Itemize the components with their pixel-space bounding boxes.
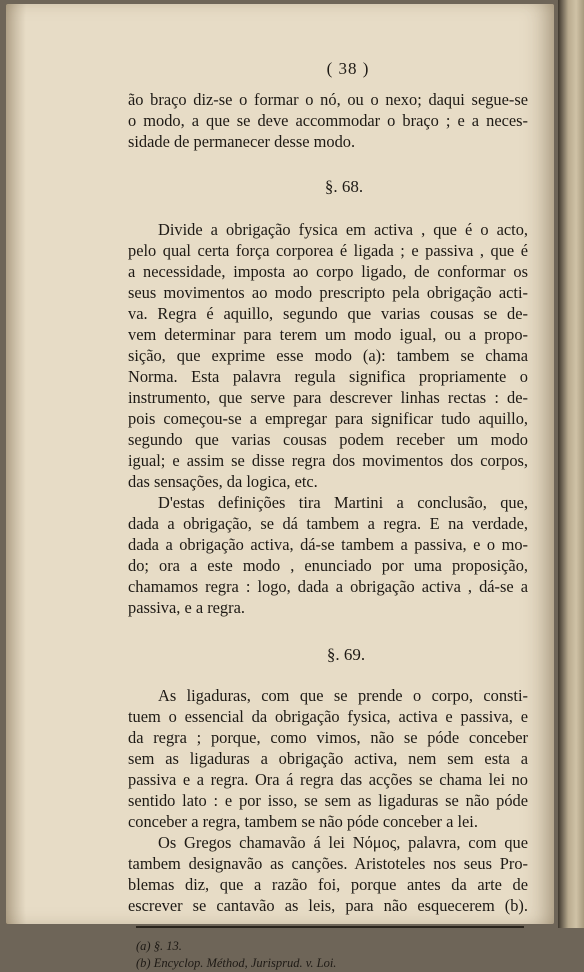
- text-line: o modo, a que se deve accommodar o braço ; e a neces-: [128, 111, 528, 130]
- text-line: sentido lato : e por isso, se sem as ligaduras se não póde: [128, 791, 528, 810]
- section-heading-69: §. 69.: [326, 645, 366, 664]
- footnotes: [136, 938, 528, 972]
- spine-shadow: [6, 4, 26, 924]
- text-line: passiva, e a regra.: [128, 598, 245, 617]
- page-text: [128, 58, 528, 972]
- paragraph-intro: [128, 89, 528, 152]
- text-line: vem determinar para terem um modo igual, ou a propo-: [128, 325, 528, 344]
- text-line: a necessidade, imposta ao corpo ligado, de conformar os: [128, 262, 528, 281]
- text-line: sição, que exprime esse modo (a): tambem se chama: [128, 346, 528, 365]
- text-line: va. Regra é aquillo, segundo que varias cousas se de-: [128, 304, 528, 323]
- text-line: D'estas definições tira Martini a conclusão, que,: [158, 493, 528, 512]
- footnote-b: (b) Encyclop. Méthod, Jurisprud. v. Loi.: [136, 956, 337, 970]
- text-line: das sensações, da logica, etc.: [128, 472, 318, 491]
- text-line: As ligaduras, com que se prende o corpo, consti-: [158, 686, 528, 705]
- text-line: blemas diz, que a razão foi, porque antes da arte de: [128, 875, 528, 894]
- text-line: dada a obrigação activa, dá-se tambem a passiva, e o mo-: [128, 535, 528, 554]
- paragraph-68b: [128, 492, 528, 618]
- text-line: da regra ; porque, como vimos, não se póde conceber: [128, 728, 528, 747]
- text-line: escrever se cantavão as leis, para não esquecerem (b).: [128, 896, 528, 915]
- text-line: chamamos regra : logo, dada a obrigação activa , dá-se a: [128, 577, 528, 596]
- paragraph-68a: [128, 219, 528, 492]
- text-line: do; ora a este modo , enunciado por uma proposição,: [128, 556, 528, 575]
- text-line: pois começou-se a empregar para significar tudo aquillo,: [128, 409, 528, 428]
- text-line: igual; e assim se disse regra dos movimentos dos corpos,: [128, 451, 528, 470]
- text-line: Norma. Esta palavra regula significa propriamente o: [128, 367, 528, 386]
- text-line: tambem designavão as canções. Aristoteles nos seus Pro-: [128, 854, 528, 873]
- section-heading-68: §. 68.: [324, 177, 364, 196]
- text-line: tuem o essencial da obrigação fysica, activa e passiva, e: [128, 707, 528, 726]
- text-line: sem as ligaduras a obrigação activa, nem sem esta a: [128, 749, 528, 768]
- text-line: segundo que varias cousas podem receber um modo: [128, 430, 528, 449]
- text-line: Divide a obrigação fysica em activa , que é o acto,: [158, 220, 528, 239]
- page-number: ( 38 ): [326, 59, 370, 78]
- text-line: instrumento, que serve para descrever linhas rectas : de-: [128, 388, 528, 407]
- text-line: conceber a regra, tambem se não póde conceber a lei.: [128, 812, 478, 831]
- footnote-a: (a) §. 13.: [136, 939, 182, 953]
- text-line: dada a obrigação, se dá tambem a regra. E na verdade,: [128, 514, 528, 533]
- text-line: pelo qual certa força corporea é ligada ; e passiva , que é: [128, 241, 528, 260]
- next-page-edge: [558, 0, 584, 928]
- paragraph-69b: [128, 832, 528, 916]
- text-line: Os Gregos chamavão á lei Νόμος, palavra, com que: [158, 833, 528, 852]
- text-line: seus movimentos ao modo prescripto pela obrigação acti-: [128, 283, 528, 302]
- paragraph-69a: [128, 685, 528, 832]
- text-line: ão braço diz-se o formar o nó, ou o nexo; daqui segue-se: [128, 90, 528, 109]
- text-line: sidade de permanecer desse modo.: [128, 132, 356, 151]
- text-line: passiva e a regra. Ora á regra das acções se chama lei no: [128, 770, 528, 789]
